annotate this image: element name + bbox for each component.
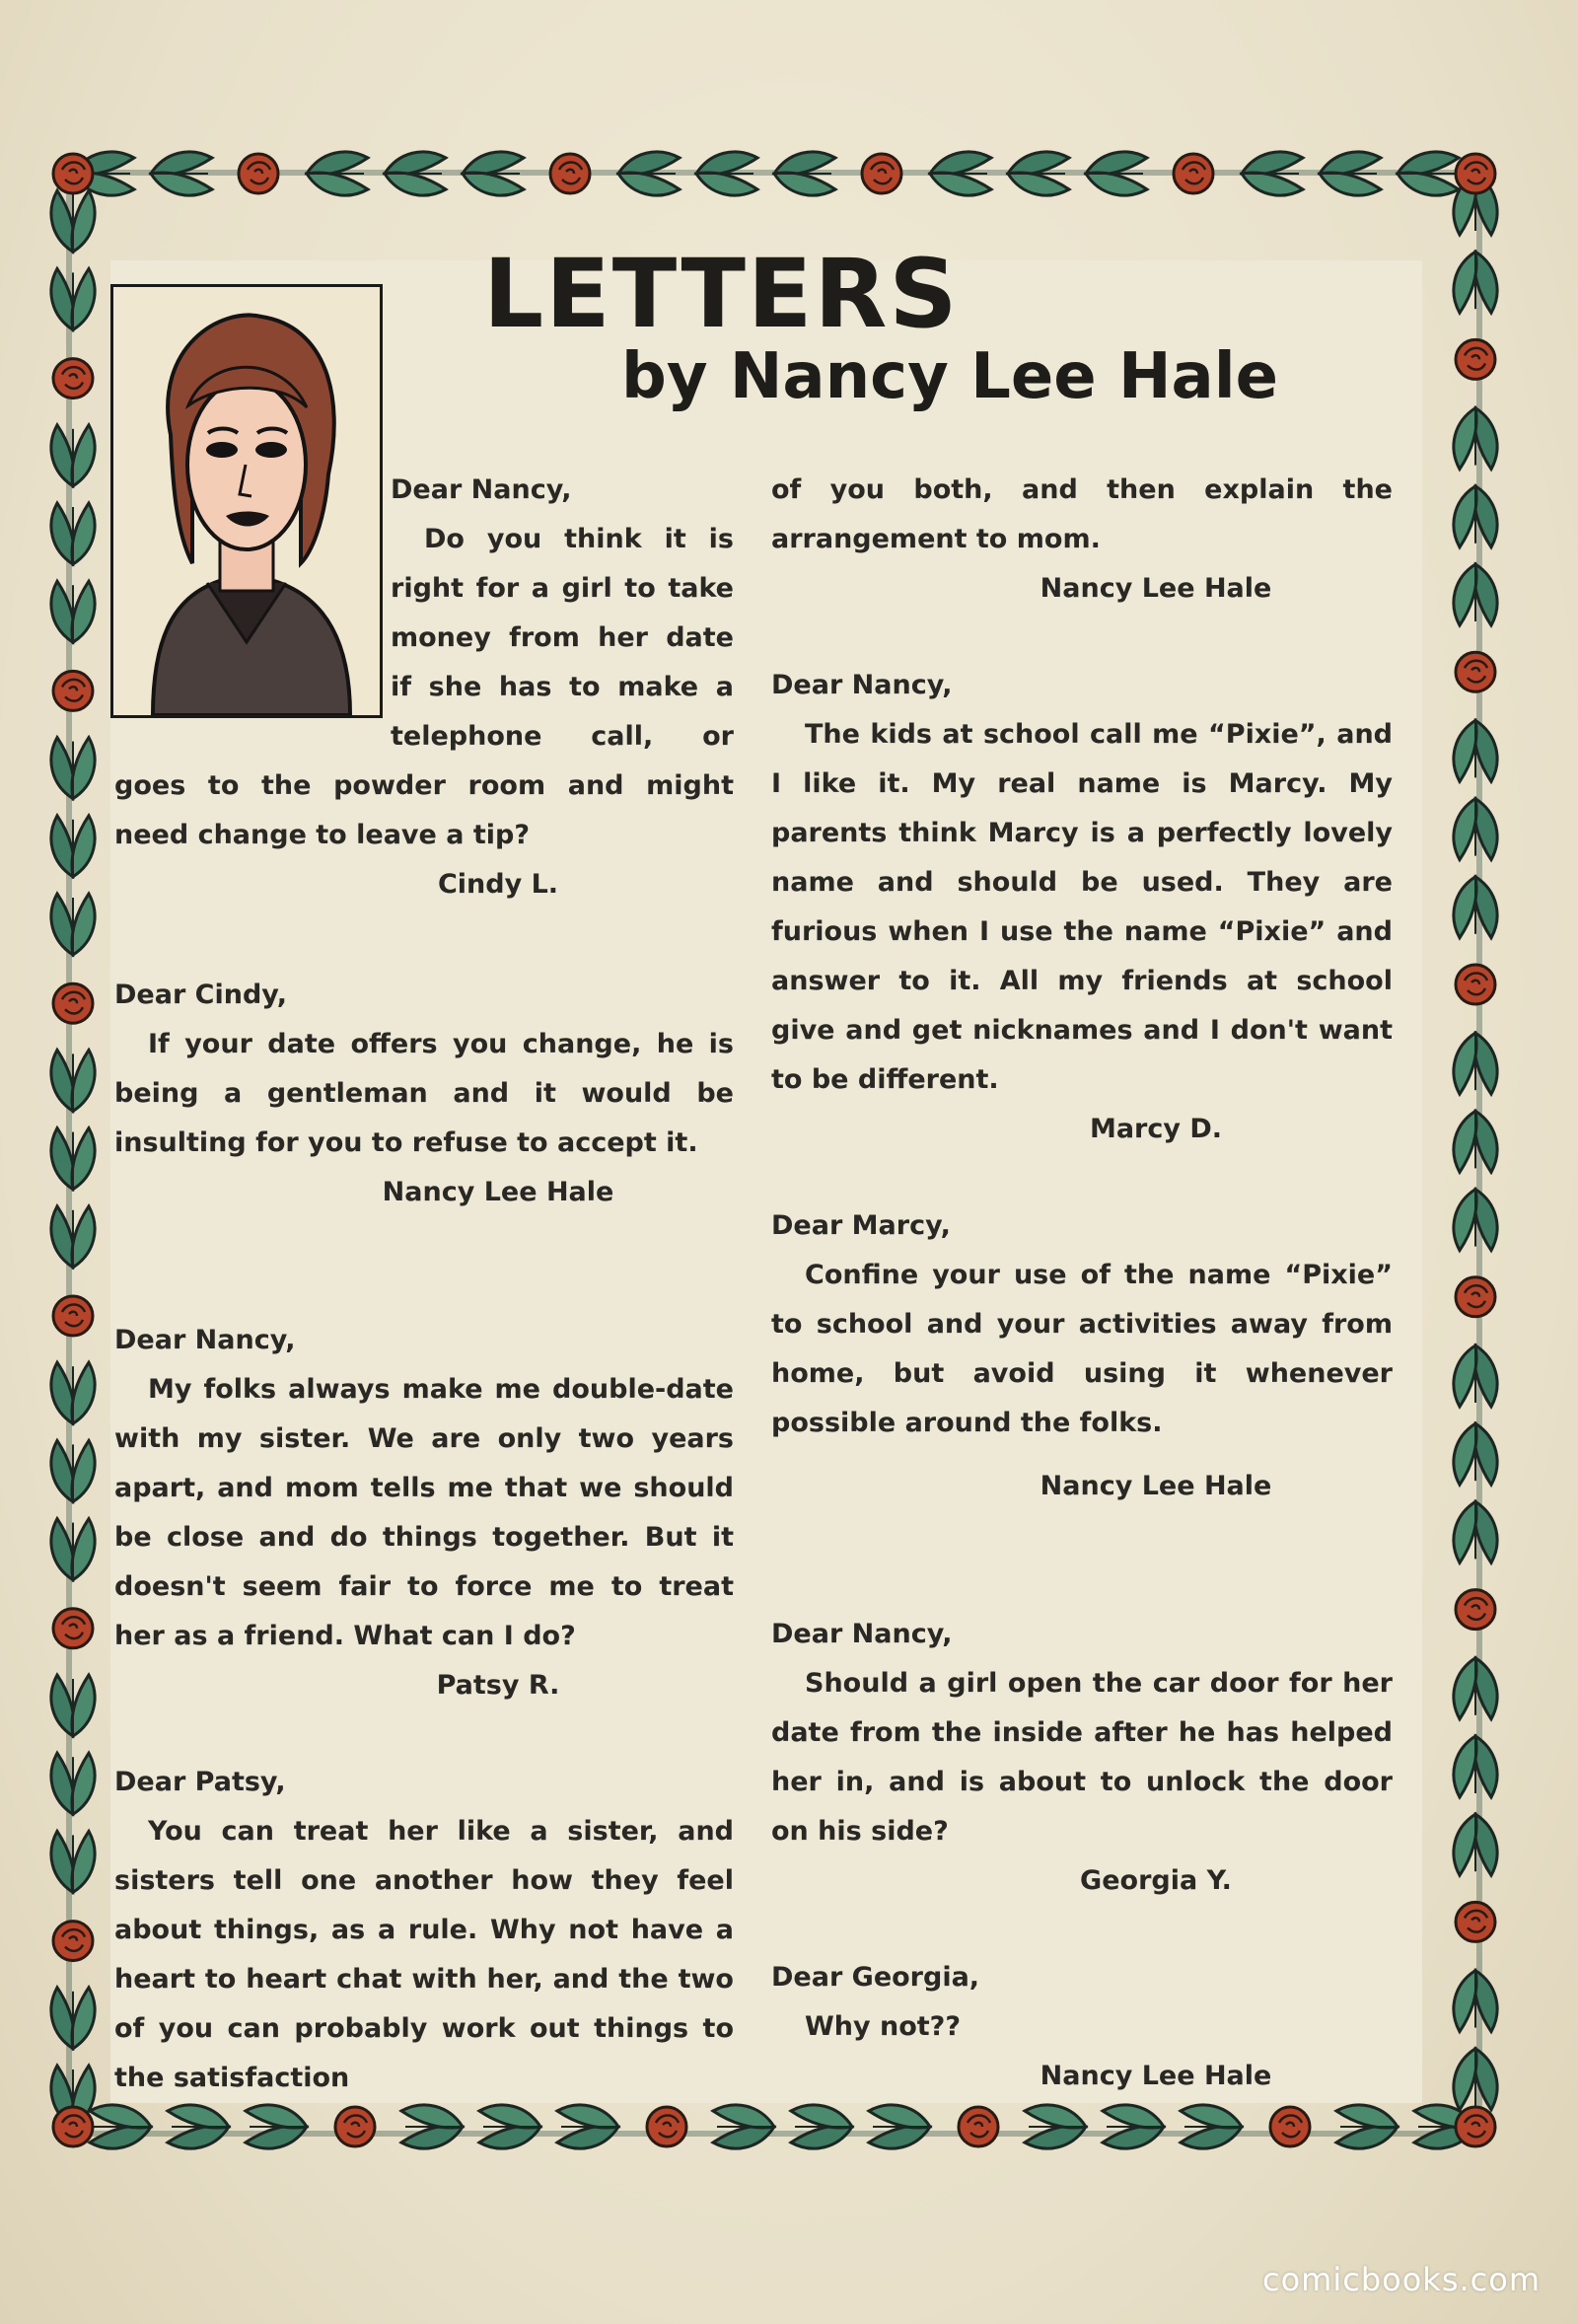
leaf-ornament bbox=[1454, 486, 1497, 547]
letter-4-signature: Nancy Lee Hale bbox=[1040, 573, 1272, 604]
leaf-ornament bbox=[51, 1128, 95, 1190]
letter-4-body-part-1: You can treat her like a sister, and sisters tell one another how they feel about things, as a rule. Why not have a heart to heart chat with her, and the two of you can probably work out things to the satisfaction bbox=[114, 1816, 734, 2093]
leaf-ornament bbox=[51, 425, 95, 486]
leaf-ornament bbox=[51, 268, 95, 329]
leaf-ornament bbox=[51, 503, 95, 564]
leaf-ornament bbox=[401, 2105, 463, 2148]
leaf-ornament bbox=[51, 894, 95, 955]
corner-rose-ornament bbox=[53, 2107, 93, 2146]
leaf-ornament bbox=[90, 2105, 151, 2148]
letter-2-signature: Nancy Lee Hale bbox=[382, 1177, 614, 1207]
letter-7-salutation: Dear Nancy, bbox=[771, 1619, 953, 1649]
leaf-ornament bbox=[1454, 408, 1497, 470]
leaf-ornament bbox=[385, 152, 446, 195]
page-byline: by Nancy Lee Hale bbox=[621, 340, 1279, 413]
rose-ornament bbox=[959, 2107, 998, 2146]
leaf-ornament bbox=[1454, 252, 1497, 313]
leaf-ornament bbox=[51, 581, 95, 642]
leaf-ornament bbox=[1454, 720, 1497, 781]
leaf-ornament bbox=[51, 1675, 95, 1736]
rose-ornament bbox=[53, 1609, 93, 1648]
rose-ornament bbox=[1456, 965, 1495, 1004]
leaf-ornament bbox=[51, 816, 95, 877]
leaf-ornament bbox=[774, 152, 835, 195]
leaf-ornament bbox=[151, 152, 212, 195]
letter-1-salutation: Dear Nancy, bbox=[391, 474, 572, 505]
leaf-ornament bbox=[1086, 152, 1147, 195]
leaf-ornament bbox=[1103, 2105, 1164, 2148]
leaf-ornament bbox=[1454, 1033, 1497, 1094]
leaf-ornament bbox=[1242, 152, 1303, 195]
rose-ornament bbox=[1456, 1902, 1495, 1941]
leaf-ornament bbox=[1008, 152, 1069, 195]
letter-8-signature: Nancy Lee Hale bbox=[1040, 2061, 1272, 2091]
letter-3-signature: Patsy R. bbox=[436, 1670, 560, 1701]
portrait-wrap-space bbox=[114, 466, 391, 720]
leaf-ornament bbox=[1454, 877, 1497, 938]
leaf-ornament bbox=[1454, 564, 1497, 625]
leaf-ornament bbox=[51, 1362, 95, 1423]
rose-ornament bbox=[1456, 1590, 1495, 1630]
letter-6-signature: Nancy Lee Hale bbox=[1040, 1471, 1272, 1501]
leaf-ornament bbox=[1454, 2049, 1497, 2110]
leaf-ornament bbox=[713, 2105, 774, 2148]
leaf-ornament bbox=[869, 2105, 930, 2148]
rose-ornament bbox=[1456, 339, 1495, 379]
leaf-ornament bbox=[51, 1831, 95, 1892]
leaf-ornament bbox=[51, 1988, 95, 2049]
rose-ornament bbox=[239, 154, 278, 193]
rose-ornament bbox=[1270, 2107, 1310, 2146]
letter-7-signature: Georgia Y. bbox=[1080, 1865, 1232, 1896]
leaf-ornament bbox=[1454, 1814, 1497, 1875]
letter-3-body: My folks always make me double-date with my sister. We are only two years apart, and mom tells me that we should be close and do things together. But it doesn't seem fair to force me to treat her as a friend. What can I do? bbox=[114, 1374, 734, 1651]
leaf-ornament bbox=[1320, 152, 1381, 195]
site-watermark: comicbooks.com bbox=[1261, 2261, 1541, 2298]
letter-4-salutation: Dear Patsy, bbox=[114, 1767, 286, 1797]
page-title: LETTERS bbox=[483, 239, 960, 349]
rose-ornament bbox=[53, 1922, 93, 1961]
letter-7-body: Should a girl open the car door for her date from the inside after he has helped her in, and is about to unlock the door on his side? bbox=[771, 1668, 1393, 1847]
left-column bbox=[114, 466, 734, 2103]
rose-ornament bbox=[1456, 1277, 1495, 1317]
corner-rose-ornament bbox=[1456, 154, 1495, 193]
leaf-ornament bbox=[1454, 1111, 1497, 1172]
corner-rose-ornament bbox=[53, 154, 93, 193]
letter-1-body: Do you think it is right for a girl to take money from her date if she has to make a telephone call, or goes to the powder room and might need change to leave a tip? bbox=[114, 524, 734, 850]
rose-ornament bbox=[335, 2107, 375, 2146]
letter-5-body: The kids at school call me “Pixie”, and I like it. My real name is Marcy. My parents think Marcy is a perfectly lovely name and should be used. They are furious when I use the name “Pixie” and answer to it. All my friends at school give and get nicknames and I don't want to be different. bbox=[771, 719, 1393, 1095]
letter-1-signature: Cindy L. bbox=[437, 869, 559, 900]
rose-ornament bbox=[862, 154, 901, 193]
letter-5-salutation: Dear Nancy, bbox=[771, 670, 953, 700]
rose-ornament bbox=[53, 983, 93, 1023]
leaf-ornament bbox=[307, 152, 368, 195]
rose-ornament bbox=[1456, 652, 1495, 691]
leaf-ornament bbox=[51, 1519, 95, 1580]
letter-8-body: Why not?? bbox=[805, 2011, 962, 2042]
letter-2-body: If your date offers you change, he is being a gentleman and it would be insulting for you to refuse to accept it. bbox=[114, 1029, 734, 1158]
rose-ornament bbox=[1174, 154, 1213, 193]
leaf-ornament bbox=[1454, 1658, 1497, 1719]
leaf-ornament bbox=[1181, 2105, 1242, 2148]
letter-6-salutation: Dear Marcy, bbox=[771, 1210, 951, 1241]
leaf-ornament bbox=[51, 1440, 95, 1501]
leaf-ornament bbox=[618, 152, 680, 195]
leaf-ornament bbox=[696, 152, 757, 195]
leaf-ornament bbox=[51, 1206, 95, 1268]
leaf-ornament bbox=[51, 190, 95, 252]
leaf-ornament bbox=[1398, 152, 1459, 195]
leaf-ornament bbox=[1454, 1345, 1497, 1407]
leaf-ornament bbox=[168, 2105, 229, 2148]
rose-ornament bbox=[53, 1296, 93, 1336]
leaf-ornament bbox=[1025, 2105, 1086, 2148]
rose-ornament bbox=[550, 154, 590, 193]
corner-rose-ornament bbox=[1456, 2107, 1495, 2146]
leaf-ornament bbox=[479, 2105, 540, 2148]
rose-ornament bbox=[53, 671, 93, 710]
letter-8-salutation: Dear Georgia, bbox=[771, 1962, 980, 1993]
leaf-ornament bbox=[1454, 799, 1497, 860]
leaf-ornament bbox=[791, 2105, 852, 2148]
leaf-ornament bbox=[1336, 2105, 1398, 2148]
leaf-ornament bbox=[51, 738, 95, 799]
letter-3-salutation: Dear Nancy, bbox=[114, 1325, 296, 1355]
leaf-ornament bbox=[1454, 1971, 1497, 2032]
leaf-ornament bbox=[246, 2105, 307, 2148]
leaf-ornament bbox=[930, 152, 991, 195]
leaf-ornament bbox=[51, 1050, 95, 1111]
leaf-ornament bbox=[1454, 1501, 1497, 1562]
leaf-ornament bbox=[1454, 1736, 1497, 1797]
rose-ornament bbox=[647, 2107, 686, 2146]
letter-4-body-part-2: of you both, and then explain the arrangement to mom. bbox=[771, 474, 1393, 554]
right-column bbox=[771, 466, 1393, 2101]
leaf-ornament bbox=[1454, 1423, 1497, 1485]
rose-ornament bbox=[53, 359, 93, 399]
leaf-ornament bbox=[463, 152, 524, 195]
leaf-ornament bbox=[51, 1753, 95, 1814]
leaf-ornament bbox=[557, 2105, 618, 2148]
letter-2-salutation: Dear Cindy, bbox=[114, 980, 288, 1010]
letter-6-body: Confine your use of the name “Pixie” to school and your activities away from home, but avoid using it whenever possible around the folks. bbox=[771, 1260, 1393, 1438]
letter-5-signature: Marcy D. bbox=[1089, 1114, 1223, 1144]
leaf-ornament bbox=[1454, 1190, 1497, 1251]
